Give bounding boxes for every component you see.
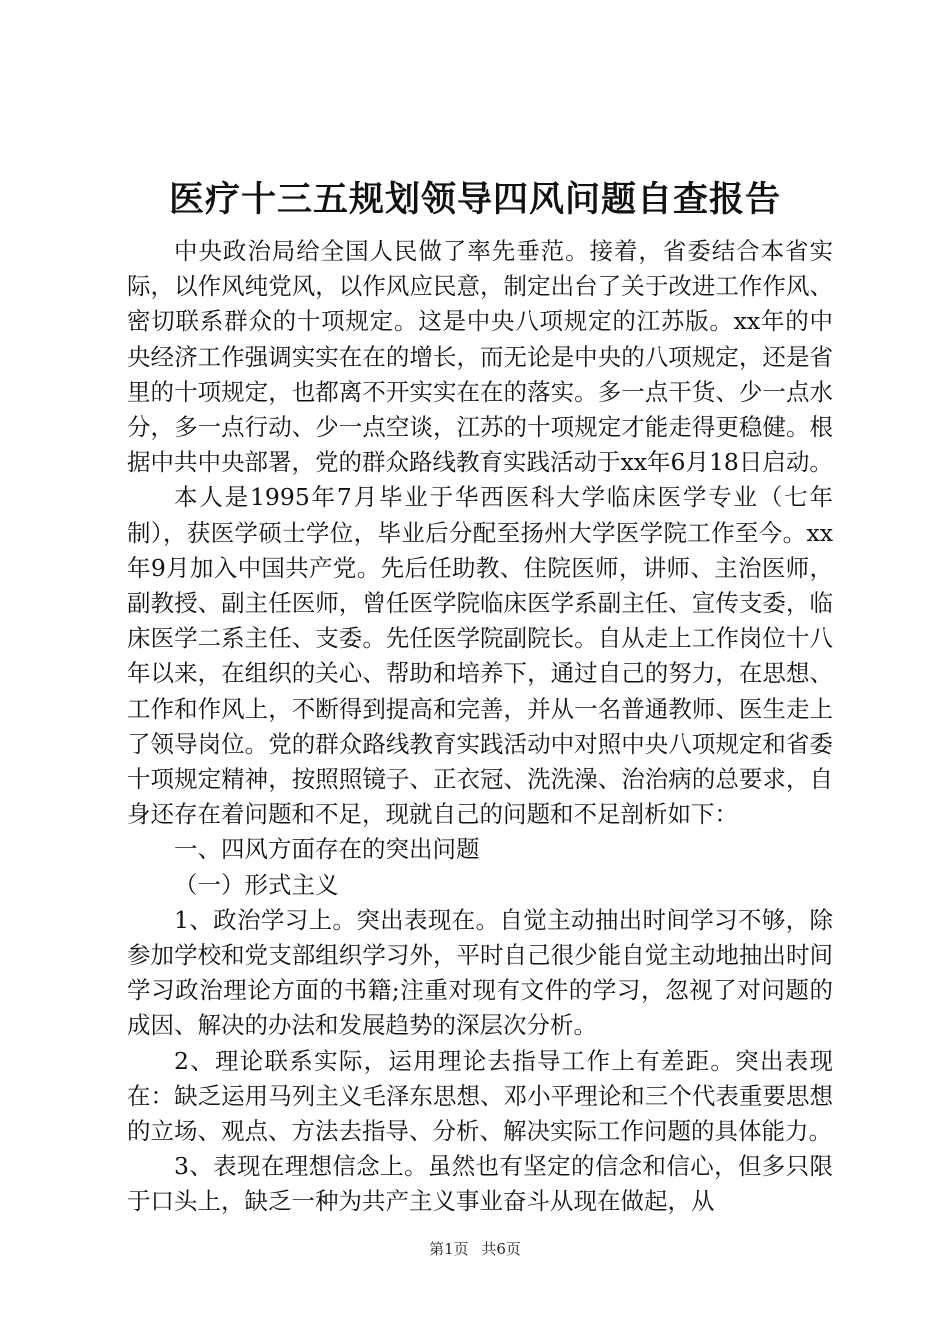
document-title: 医疗十三五规划领导四风问题自查报告 [168, 179, 781, 220]
paragraph-background: 本人是1995年7月毕业于华西医科大学临床医学专业（七年制），获医学硕士学位，毕业后分配至扬州大学医学院工作至今。xx年9月加入中国共产党。先后任助教、住院医师，讲师、主治医师，副教授、副主任医师，曾任医学院临床医学系副主任、宣传支委，临床医学二系主任、支委。先任医学院副院长。自从走上工作岗位十八年以来，在组织的关心、帮助和培养下，通过自己的努力，在思想、工作和作风上，不断得到提高和完善，并从一名普通教师、医生走上了领导岗位。党的群众路线教育实践活动中对照中央八项规定和省委十项规定精神，按照照镜子、正衣冠、洗洗澡、治治病的总要求，自身还存在着问题和不足，现就自己的问题和不足剖析如下： [127, 483, 833, 829]
paragraph-item-3: 3、表现在理想信念上。虽然也有坚定的信念和信心，但多只限于口头上，缺乏一种为共产主义事业奋斗从现在做起，从 [127, 1152, 833, 1216]
page-total: 共6页 [481, 1240, 521, 1258]
paragraph-item-1: 1、政治学习上。突出表现在。自觉主动抽出时间学习不够，除参加学校和党支部组织学习外，平时自己很少能自觉主动地抽出时间学习政治理论方面的书籍;注重对现有文件的学习，忽视了对问题的成因、解决的办法和发展趋势的深层次分析。 [127, 905, 833, 1040]
document-body [127, 234, 833, 1220]
paragraph-item-2: 2、理论联系实际，运用理论去指导工作上有差距。突出表现在：缺乏运用马列主义毛泽东思想、邓小平理论和三个代表重要思想的立场、观点、方法去指导、分析、解决实际工作问题的具体能力。 [127, 1046, 833, 1146]
page-footer [0, 1239, 950, 1259]
subsection-heading: （一）形式主义 [174, 870, 339, 899]
paragraph-intro: 中央政治局给全国人民做了率先垂范。接着，省委结合本省实际，以作风纯党风，以作风应民意，制定出台了关于改进工作作风、密切联系群众的十项规定。这是中央八项规定的江苏版。xx年的中央经济工作强调实实在在的增长，而无论是中央的八项规定，还是省里的十项规定，也都离不开实实在在的落实。多一点干货、少一点水分，多一点行动、少一点空谈，江苏的十项规定才能走得更稳健。根据中共中央部署，党的群众路线教育实践活动于xx年6月18日启动。 [127, 237, 833, 477]
section-heading: 一、四风方面存在的突出问题 [174, 835, 480, 864]
page-number: 第1页 [429, 1240, 469, 1258]
